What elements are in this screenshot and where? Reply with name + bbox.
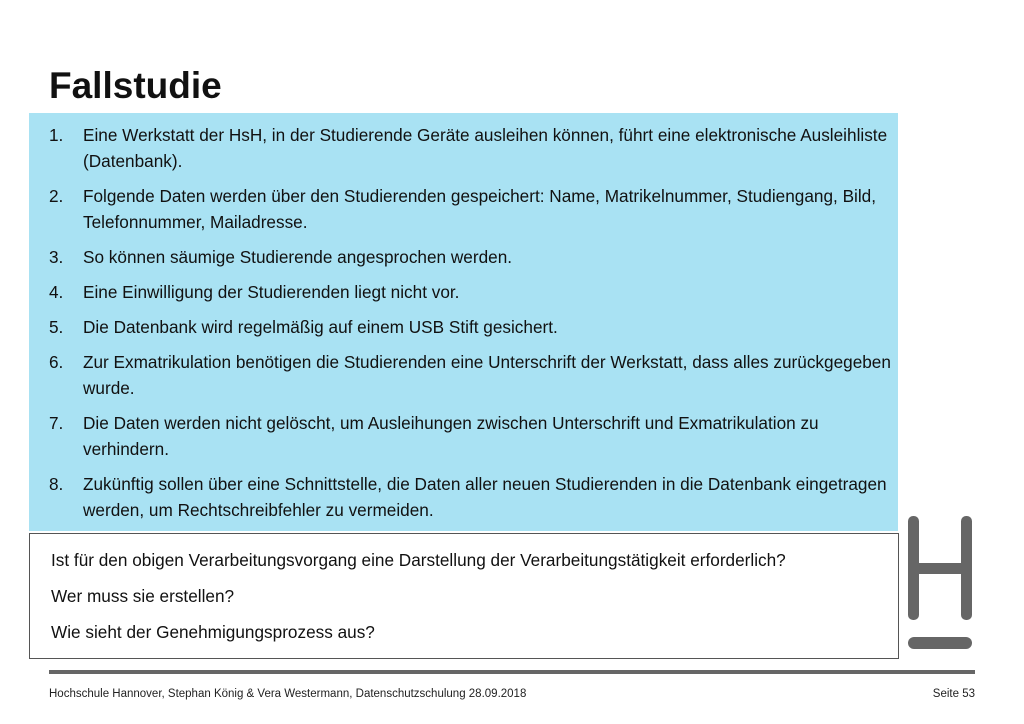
list-item-number: 1. (49, 125, 64, 145)
case-study-box (29, 113, 898, 531)
questions-list (51, 547, 786, 655)
list-item-number: 7. (49, 413, 64, 433)
question-text: Ist für den obigen Verarbeitungsvorgang eine Darstellung der Verarbeitungstätigkeit erforderlich? (51, 550, 786, 570)
list-item-number: 3. (49, 247, 64, 267)
list-item-number: 5. (49, 317, 64, 337)
slide-title: Fallstudie (49, 65, 222, 106)
list-item-text: Die Daten werden nicht gelöscht, um Ausleihungen zwischen Unterschrift und Exmatrikulation zu verhindern. (83, 413, 819, 459)
list-item (49, 471, 894, 523)
footer-citation: Hochschule Hannover, Stephan König & Vera Westermann, Datenschutzschulung 28.09.2018 (49, 688, 527, 700)
list-item (49, 314, 894, 340)
list-item-text: Folgende Daten werden über den Studierenden gespeichert: Name, Matrikelnummer, Studiengang, Bild, Telefonnummer, Mailadresse. (83, 186, 877, 232)
list-item-number: 2. (49, 186, 64, 206)
footer-divider (49, 670, 975, 674)
question-text: Wer muss sie erstellen? (51, 586, 235, 606)
list-item-number: 4. (49, 282, 64, 302)
list-item-number: 6. (49, 352, 64, 372)
list-item-text: So können säumige Studierende angesprochen werden. (83, 247, 513, 267)
questions-box (29, 533, 899, 659)
hochschule-hannover-logo-icon (905, 513, 975, 653)
list-item (49, 349, 894, 401)
list-item (49, 244, 894, 270)
page-number: Seite 53 (932, 688, 975, 700)
list-item-text: Eine Werkstatt der HsH, in der Studierende Geräte ausleihen können, führt eine elektronische Ausleihliste (Datenbank). (83, 125, 888, 171)
case-study-list (49, 122, 894, 532)
logo-underline (908, 637, 972, 649)
list-item (49, 410, 894, 462)
question-text: Wie sieht der Genehmigungsprozess aus? (51, 622, 375, 642)
logo-crossbar (908, 563, 972, 574)
list-item-number: 8. (49, 474, 64, 494)
list-item-text: Zur Exmatrikulation benötigen die Studierenden eine Unterschrift der Werkstatt, dass alles zurückgegeben wurde. (83, 352, 891, 398)
list-item-text: Die Datenbank wird regelmäßig auf einem USB Stift gesichert. (83, 317, 558, 337)
list-item (49, 279, 894, 305)
list-item-text: Eine Einwilligung der Studierenden liegt nicht vor. (83, 282, 460, 302)
list-item (49, 183, 894, 235)
list-item-text: Zukünftig sollen über eine Schnittstelle, die Daten aller neuen Studierenden in die Datenbank eingetragen werden, um Rechtschreibfehler zu vermeiden. (83, 474, 887, 520)
list-item (49, 122, 894, 174)
